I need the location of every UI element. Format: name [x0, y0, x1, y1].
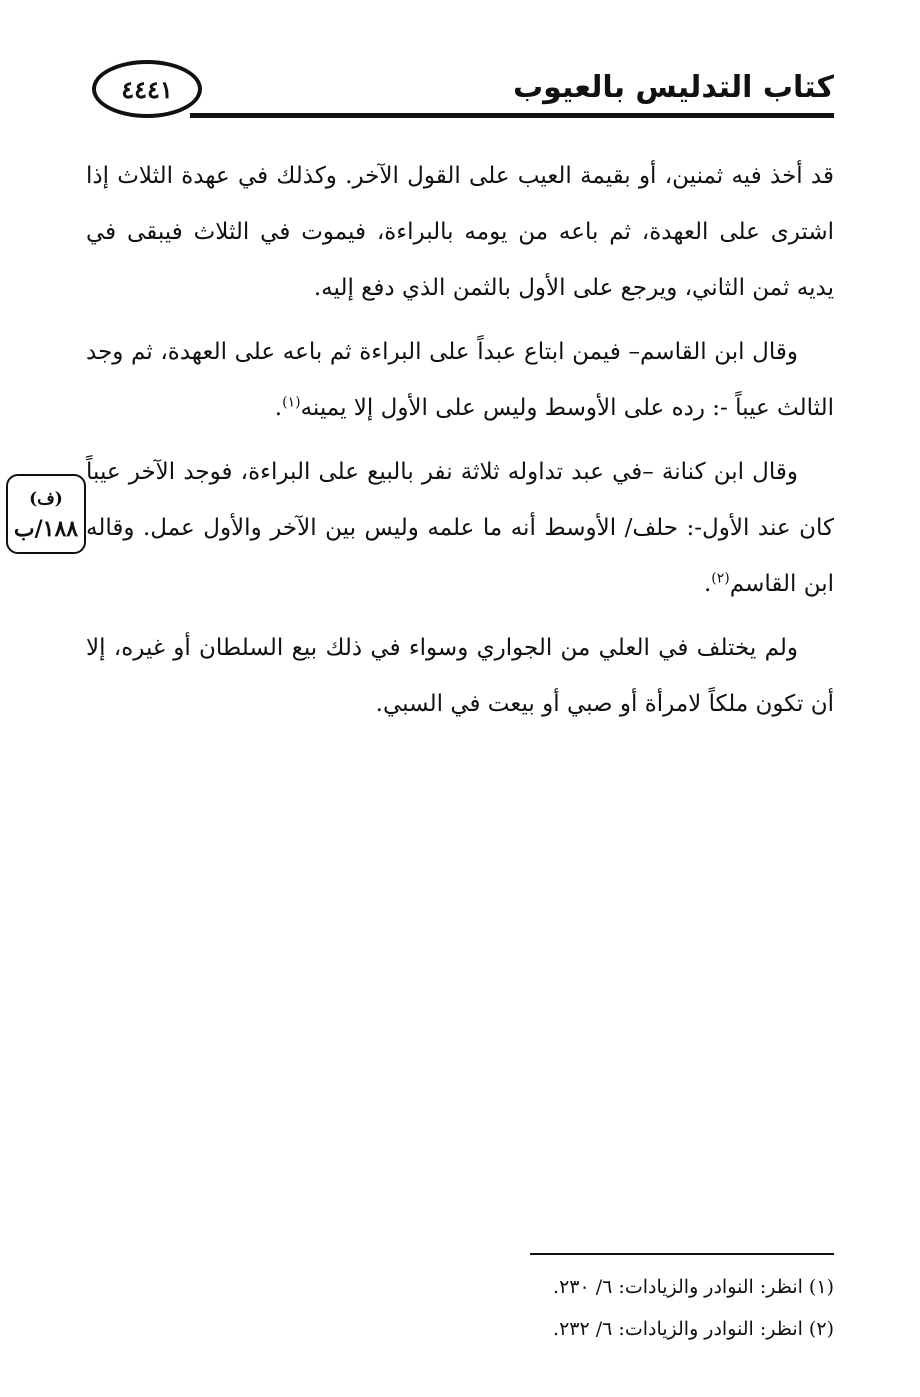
paragraph-3	[86, 444, 834, 612]
paragraph-3-text: وقال ابن كنانة –في عبد تداوله ثلاثة نفر بالبيع على البراءة، فوجد الآخر عيباً كان عند الأول-: حلف/ الأوسط أنه ما علمه وليس بين الآخر والأول عمل. وقاله ابن القاسم	[86, 459, 834, 597]
manuscript-folio-note	[6, 474, 86, 554]
page-number	[92, 60, 202, 118]
footnote-ref-1[interactable]: (١)	[282, 394, 301, 411]
paragraph-1: قد أخذ فيه ثمنين، أو بقيمة العيب على القول الآخر. وكذلك في عهدة الثلاث إذا اشترى على العهدة، ثم باعه من يومه بالبراءة، فيموت في الثلاث فيبقى في يديه ثمن الثاني، ويرجع على الأول بالثمن الذي دفع إليه.	[86, 163, 834, 301]
footnotes	[86, 1266, 834, 1350]
footnote-2: (٢) انظر: النوادر والزيادات: ٦/ ٢٣٢.	[553, 1318, 834, 1340]
book-title: كتاب التدليس بالعيوب	[513, 70, 834, 105]
paragraph-2	[86, 324, 834, 436]
manuscript-siglum: (ف)	[29, 489, 63, 509]
folio-number: ١٨٨/ب	[13, 516, 79, 542]
footnote-1: (١) انظر: النوادر والزيادات: ٦/ ٢٣٠.	[553, 1276, 834, 1298]
paragraph-2-text: وقال ابن القاسم– فيمن ابتاع عبداً على البراءة ثم باعه على العهدة، ثم وجد الثالث عيباً -: رده على الأوسط وليس على الأول إلا يمينه	[86, 339, 834, 421]
main-text	[86, 148, 834, 740]
header-rule	[190, 113, 834, 118]
page-number-text: ٤٤٤١	[121, 74, 173, 104]
paragraph-2-end: .	[274, 395, 283, 421]
paragraph-4: ولم يختلف في العلي من الجواري وسواء في ذلك بيع السلطان أو غيره، إلا أن تكون ملكاً لامرأة أو صبي أو بيعت في السبي.	[86, 635, 834, 717]
paragraph-3-end: .	[703, 571, 712, 597]
footnote-separator	[530, 1253, 834, 1255]
footnote-ref-2[interactable]: (٢)	[711, 570, 730, 587]
